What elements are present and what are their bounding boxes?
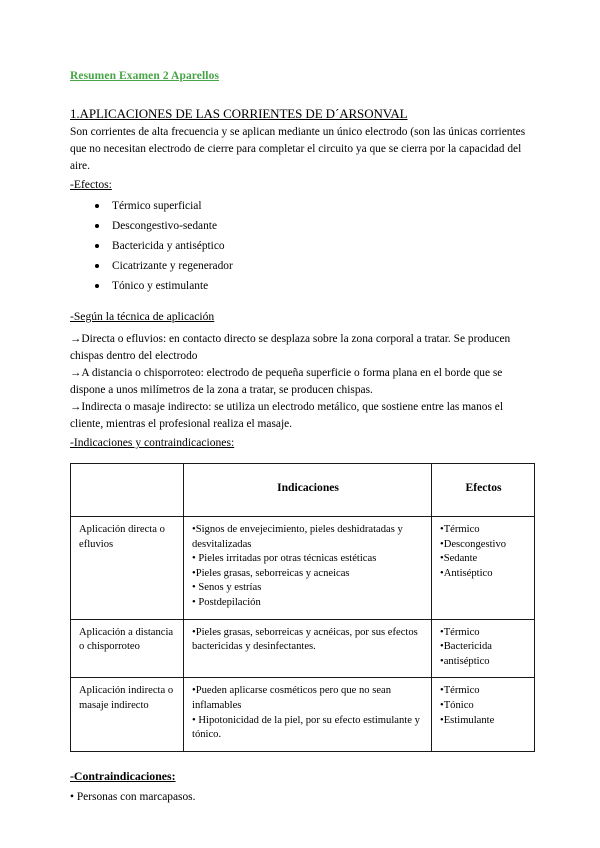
list-item: [70, 256, 534, 276]
table-header-row: [71, 464, 535, 517]
cell-effects: [432, 517, 535, 620]
indications-effects-table: [70, 463, 535, 752]
effect-label: Bactericida y antiséptico: [112, 240, 225, 252]
table-row: [71, 678, 535, 751]
table-header-cell-efectos: Efectos: [432, 464, 535, 517]
technique-heading-line: [70, 307, 534, 325]
contraindication-item: • Personas con marcapasos.: [70, 790, 196, 803]
effect-line: •Térmico: [440, 524, 480, 535]
cell-indications: [184, 678, 432, 751]
spacer: [70, 296, 534, 307]
contraindications-block: [70, 767, 534, 806]
cell-indications: [184, 517, 432, 620]
technique-heading: -Según la técnica de aplicación: [70, 310, 215, 323]
table-row: [71, 619, 535, 678]
bullet-dot-icon: [95, 264, 99, 268]
indication-line: •Pueden aplicarse cosméticos pero que no sean inflamables: [192, 685, 392, 711]
effect-label: Tónico y estimulante: [112, 280, 209, 292]
effect-label: Descongestivo-sedante: [112, 220, 218, 232]
technique-paragraph-direct: →Directa o efluvios: en contacto directo se desplaza sobre la zona corporal a tratar. Se producen chispas dentro del electrodo: [70, 333, 511, 362]
indication-line: • Pieles irritadas por otras técnicas estéticas: [192, 553, 377, 565]
indication-line: • Senos y estrías: [192, 582, 262, 594]
bullet-dot-icon: [95, 244, 99, 248]
effect-line: •Estimulante: [440, 714, 495, 726]
indication-line: •Pieles grasas, seborreicas y acneicas: [192, 567, 350, 579]
cell-application: Aplicación indirecta o masaje indirecto: [71, 678, 184, 751]
effect-label: Cicatrizante y regenerador: [112, 260, 233, 272]
effect-line: •Bactericida: [440, 641, 492, 653]
cell-application: Aplicación a distancia o chisporroteo: [71, 619, 184, 678]
contraindications-heading: -Contraindicaciones:: [70, 768, 176, 783]
table-row: [71, 517, 535, 620]
effects-heading-line: [70, 175, 534, 193]
indications-heading-line: [70, 433, 534, 451]
effects-list: [70, 196, 534, 296]
effect-line: •Térmico: [440, 685, 480, 697]
indication-line: •Signos de envejecimiento, pieles deshidratadas y desvitalizadas: [192, 524, 403, 550]
technique-paragraph-indirect: →Indirecta o masaje indirecto: se utiliza un electrodo metálico, que sostiene entre las manos el cliente, mientras el profesional realiza el masaje.: [70, 401, 504, 430]
list-item: [70, 276, 534, 296]
cell-application: Aplicación directa o efluvios: [71, 517, 184, 620]
effect-line: •Sedante: [440, 553, 478, 565]
indications-heading: -Indicaciones y contraindicaciones:: [70, 436, 235, 449]
table-header-cell-blank: [71, 464, 184, 517]
document-title: Resumen Examen 2 Aparellos: [70, 70, 220, 82]
indication-line: •Pieles grasas, seborreicas y acnéicas, por sus efectos bactericidas y desinfectantes.: [192, 626, 418, 653]
list-item: [70, 236, 534, 256]
effect-line: •Térmico: [440, 626, 480, 638]
cell-indications: [184, 619, 432, 678]
intro-paragraph: Son corrientes de alta frecuencia y se aplican mediante un único electrodo (son las únicas corrientes que no necesitan electrodo de cierre para completar el circuito ya que se cierra por la capacidad del aire.: [70, 126, 526, 172]
bullet-dot-icon: [95, 284, 99, 288]
effect-label: Térmico superficial: [112, 200, 202, 212]
effect-line: •Descongestivo: [440, 538, 507, 550]
list-item: [70, 196, 534, 216]
bullet-dot-icon: [95, 204, 99, 208]
list-item: [70, 216, 534, 236]
section-heading: 1.APLICACIONES DE LAS CORRIENTES DE D´ARSONVAL: [70, 106, 408, 121]
bullet-dot-icon: [95, 224, 99, 228]
contraindications-heading-line: [70, 767, 534, 785]
cell-effects: [432, 619, 535, 678]
technique-paragraph-distance: →A distancia o chisporroteo: electrodo de pequeña superficie o forma plana en el borde que se dispone a unos milímetros de la zona a tratar, se producen chispas.: [70, 367, 503, 396]
cell-effects: [432, 678, 535, 751]
effect-line: •Antiséptico: [440, 567, 493, 579]
indication-line: • Postdepilación: [192, 596, 261, 608]
effect-line: •Tónico: [440, 699, 474, 711]
effects-heading: -Efectos:: [70, 178, 112, 191]
indication-line: • Hipotonicidad de la piel, por su efecto estimulante y tónico.: [192, 714, 420, 741]
table-header-cell-indicaciones: Indicaciones: [184, 464, 432, 517]
effect-line: •antiséptico: [440, 655, 490, 667]
